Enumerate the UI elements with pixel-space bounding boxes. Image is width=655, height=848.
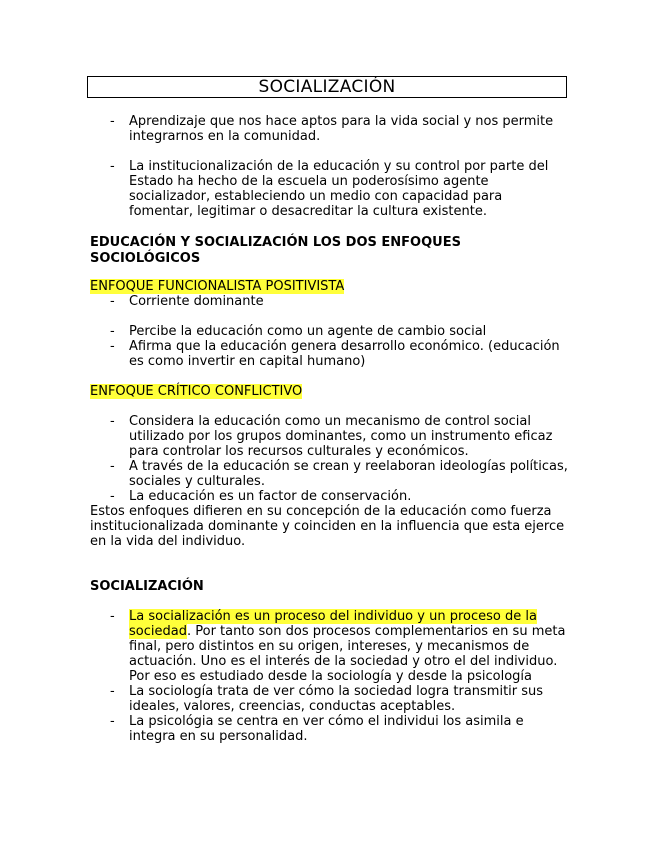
bullet-dash: -: [110, 159, 115, 174]
bullet-dash: -: [110, 714, 115, 729]
critico-item-3: La educación es un factor de conservación.: [129, 489, 412, 504]
heading-critico: [90, 384, 580, 399]
socializacion-item-2: La sociología trata de ver cómo la sociedad logra transmitir sus ideales, valores, creencias, conductas aceptables.: [129, 684, 544, 714]
socializacion-item-1: [129, 609, 574, 684]
bullet-dash: -: [110, 489, 115, 504]
page-title: SOCIALIZACIÓN: [87, 76, 567, 98]
funcionalista-item-3: Afirma que la educación genera desarrollo económico. (educación es como invertir en capital humano): [129, 339, 560, 369]
critico-item-2: A través de la educación se crean y reelaboran ideologías políticas, sociales y culturales.: [129, 459, 568, 489]
bullet-dash: -: [110, 294, 115, 309]
critico-paragraph: Estos enfoques difieren en su concepción de la educación como fuerza institucionalizada dominante y coinciden en la influencia que esta ejerce en la vida del individuo.: [90, 504, 565, 549]
section-heading-enfoques: EDUCACIÓN Y SOCIALIZACIÓN LOS DOS ENFOQUES SOCIOLÓGICOS: [90, 235, 461, 266]
socializacion-item-1-rest: . Por tanto son dos procesos complementarios en su meta final, pero distintos en su origen, intereses, y mecanismos de actuación. Uno es el interés de la sociedad y otro el del individuo. Por eso es estudiado desde la sociología y desde la psicología: [129, 624, 566, 684]
bullet-dash: -: [110, 609, 115, 624]
funcionalista-item-1: Corriente dominante: [129, 294, 264, 309]
highlight-socializacion: La socialización es un proceso del individuo y un proceso de la sociedad: [129, 609, 537, 639]
heading-funcionalista: [90, 279, 580, 294]
intro-item-2: La institucionalización de la educación y su control por parte del Estado ha hecho de la escuela un poderosísimo agente socializador, estableciendo un medio con capacidad para fomentar, legitimar o desacreditar la cultura existente.: [129, 159, 549, 219]
bullet-dash: -: [110, 324, 115, 339]
bullet-dash: -: [110, 339, 115, 354]
funcionalista-item-2: Percibe la educación como un agente de cambio social: [129, 324, 487, 339]
section-heading-socializacion: SOCIALIZACIÓN: [90, 579, 204, 594]
highlight-funcionalista: ENFOQUE FUNCIONALISTA POSITIVISTA: [90, 279, 345, 294]
socializacion-item-3: La psicológia se centra en ver cómo el individui los asimila e integra en su personalidad.: [129, 714, 524, 744]
bullet-dash: -: [110, 684, 115, 699]
bullet-dash: -: [110, 459, 115, 474]
highlight-critico: ENFOQUE CRÍTICO CONFLICTIVO: [90, 384, 303, 399]
intro-item-1: Aprendizaje que nos hace aptos para la vida social y nos permite integrarnos en la comunidad.: [129, 114, 554, 144]
bullet-dash: -: [110, 114, 115, 129]
critico-item-1: Considera la educación como un mecanismo de control social utilizado por los grupos dominantes, como un instrumento eficaz para controlar los recursos culturales y económicos.: [129, 414, 553, 459]
bullet-dash: -: [110, 414, 115, 429]
